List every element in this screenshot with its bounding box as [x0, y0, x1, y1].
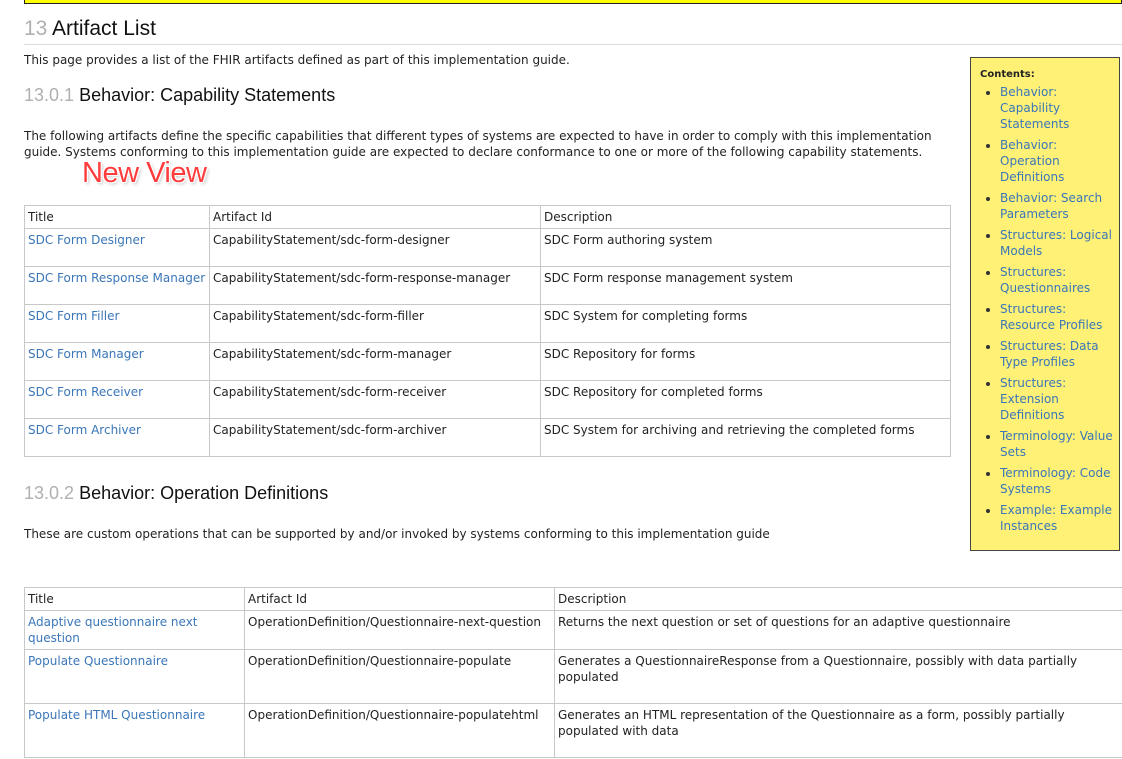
table-row [25, 419, 951, 457]
toc-item [1000, 375, 1115, 423]
table-cell-artifact-id: CapabilityStatement/sdc-form-manager [210, 343, 541, 381]
toc-item [1000, 428, 1115, 460]
table-cell-title [25, 229, 210, 267]
toc-item [1000, 465, 1115, 497]
table-cell-artifact-id: CapabilityStatement/sdc-form-filler [210, 305, 541, 343]
column-header-artifact-id: Artifact Id [245, 588, 555, 611]
top-highlight-bar [24, 0, 1122, 4]
toc-link-extension-definitions[interactable]: Structures: Extension Definitions [1000, 376, 1067, 422]
table-cell-artifact-id: CapabilityStatement/sdc-form-response-manager [210, 267, 541, 305]
table-row [25, 381, 951, 419]
operation-link-populate-html[interactable]: Populate HTML Questionnaire [28, 708, 206, 722]
capability-link-form-archiver[interactable]: SDC Form Archiver [28, 423, 141, 437]
operations-section-number: 13.0.2 [24, 483, 75, 503]
table-cell-description: SDC Repository for forms [541, 343, 951, 381]
capability-description-line-1: The following artifacts define the specific capabilities that different types of systems are expected to have in order to comply with this implementation [24, 129, 932, 143]
toc-item [1000, 338, 1115, 370]
toc-link-search-parameters[interactable]: Behavior: Search Parameters [1000, 191, 1103, 221]
capability-description-line-2: guide. Systems conforming to this implementation guide are expected to declare conformance to one or more of the following capability statements. [24, 145, 923, 159]
table-row [25, 267, 951, 305]
toc-link-value-sets[interactable]: Terminology: Value Sets [1000, 429, 1113, 459]
capability-link-form-manager[interactable]: SDC Form Manager [28, 347, 144, 361]
table-cell-title [25, 650, 245, 704]
column-header-description: Description [555, 588, 1122, 611]
capability-link-form-response-manager[interactable]: SDC Form Response Manager [28, 271, 206, 285]
capability-link-form-receiver[interactable]: SDC Form Receiver [28, 385, 144, 399]
table-row [25, 229, 951, 267]
table-cell-artifact-id: OperationDefinition/Questionnaire-populate [245, 650, 555, 704]
table-cell-description: SDC Form response management system [541, 267, 951, 305]
toc-title: Contents: [980, 69, 1035, 80]
capability-statements-table [24, 205, 951, 457]
table-of-contents [970, 57, 1120, 551]
toc-item [1000, 301, 1115, 333]
capability-heading [24, 85, 335, 106]
toc-item [1000, 502, 1115, 534]
capability-heading-text: Behavior: Capability Statements [79, 85, 336, 105]
table-cell-title [25, 419, 210, 457]
table-cell-artifact-id: OperationDefinition/Questionnaire-populatehtml [245, 704, 555, 758]
operation-link-next-question[interactable]: Adaptive questionnaire next question [28, 615, 198, 645]
operations-heading-text: Behavior: Operation Definitions [79, 483, 329, 503]
table-cell-title [25, 267, 210, 305]
toc-item [1000, 190, 1115, 222]
table-row [25, 704, 1122, 758]
table-cell-description: SDC Form authoring system [541, 229, 951, 267]
operations-description: These are custom operations that can be supported by and/or invoked by systems conforming to this implementation guide [24, 527, 770, 541]
table-cell-description: Returns the next question or set of questions for an adaptive questionnaire [555, 611, 1122, 650]
toc-link-logical-models[interactable]: Structures: Logical Models [1000, 228, 1112, 258]
toc-item [1000, 227, 1115, 259]
toc-item [1000, 137, 1115, 185]
table-cell-description: Generates a QuestionnaireResponse from a Questionnaire, possibly with data partially populated [555, 650, 1122, 704]
table-cell-description: SDC Repository for completed forms [541, 381, 951, 419]
table-cell-title [25, 611, 245, 650]
operation-definitions-table [24, 587, 1122, 758]
column-header-title: Title [25, 206, 210, 229]
page-title-text: Artifact List [52, 17, 156, 40]
table-row [25, 343, 951, 381]
operations-heading [24, 483, 328, 504]
table-row [25, 650, 1122, 704]
table-cell-title [25, 381, 210, 419]
table-row [25, 611, 1122, 650]
intro-text: This page provides a list of the FHIR artifacts defined as part of this implementation guide. [24, 53, 570, 67]
column-header-artifact-id: Artifact Id [210, 206, 541, 229]
toc-list [980, 84, 1115, 534]
table-cell-artifact-id: CapabilityStatement/sdc-form-designer [210, 229, 541, 267]
capability-section-number: 13.0.1 [24, 85, 75, 105]
capability-link-form-designer[interactable]: SDC Form Designer [28, 233, 145, 247]
new-view-annotation: New View [82, 157, 207, 189]
page-section-number: 13 [24, 17, 48, 40]
toc-link-code-systems[interactable]: Terminology: Code Systems [1000, 466, 1111, 496]
table-cell-description: Generates an HTML representation of the Questionnaire as a form, possibly partially populated with data [555, 704, 1122, 758]
table-row [25, 305, 951, 343]
table-cell-title [25, 704, 245, 758]
page-title [24, 16, 1122, 45]
table-cell-title [25, 305, 210, 343]
table-cell-description: SDC System for completing forms [541, 305, 951, 343]
column-header-title: Title [25, 588, 245, 611]
toc-item [1000, 264, 1115, 296]
table-cell-artifact-id: CapabilityStatement/sdc-form-archiver [210, 419, 541, 457]
toc-link-example-instances[interactable]: Example: Example Instances [1000, 503, 1112, 533]
toc-link-capability-statements[interactable]: Behavior: Capability Statements [1000, 85, 1070, 131]
toc-link-data-type-profiles[interactable]: Structures: Data Type Profiles [1000, 339, 1099, 369]
table-cell-artifact-id: OperationDefinition/Questionnaire-next-question [245, 611, 555, 650]
table-header-row [25, 206, 951, 229]
table-cell-title [25, 343, 210, 381]
toc-item [1000, 84, 1115, 132]
toc-link-resource-profiles[interactable]: Structures: Resource Profiles [1000, 302, 1103, 332]
column-header-description: Description [541, 206, 951, 229]
table-header-row [25, 588, 1122, 611]
capability-description [24, 128, 932, 160]
toc-link-questionnaires[interactable]: Structures: Questionnaires [1000, 265, 1091, 295]
operation-link-populate[interactable]: Populate Questionnaire [28, 654, 168, 668]
toc-link-operation-definitions[interactable]: Behavior: Operation Definitions [1000, 138, 1065, 184]
table-cell-artifact-id: CapabilityStatement/sdc-form-receiver [210, 381, 541, 419]
table-cell-description: SDC System for archiving and retrieving the completed forms [541, 419, 951, 457]
capability-link-form-filler[interactable]: SDC Form Filler [28, 309, 120, 323]
